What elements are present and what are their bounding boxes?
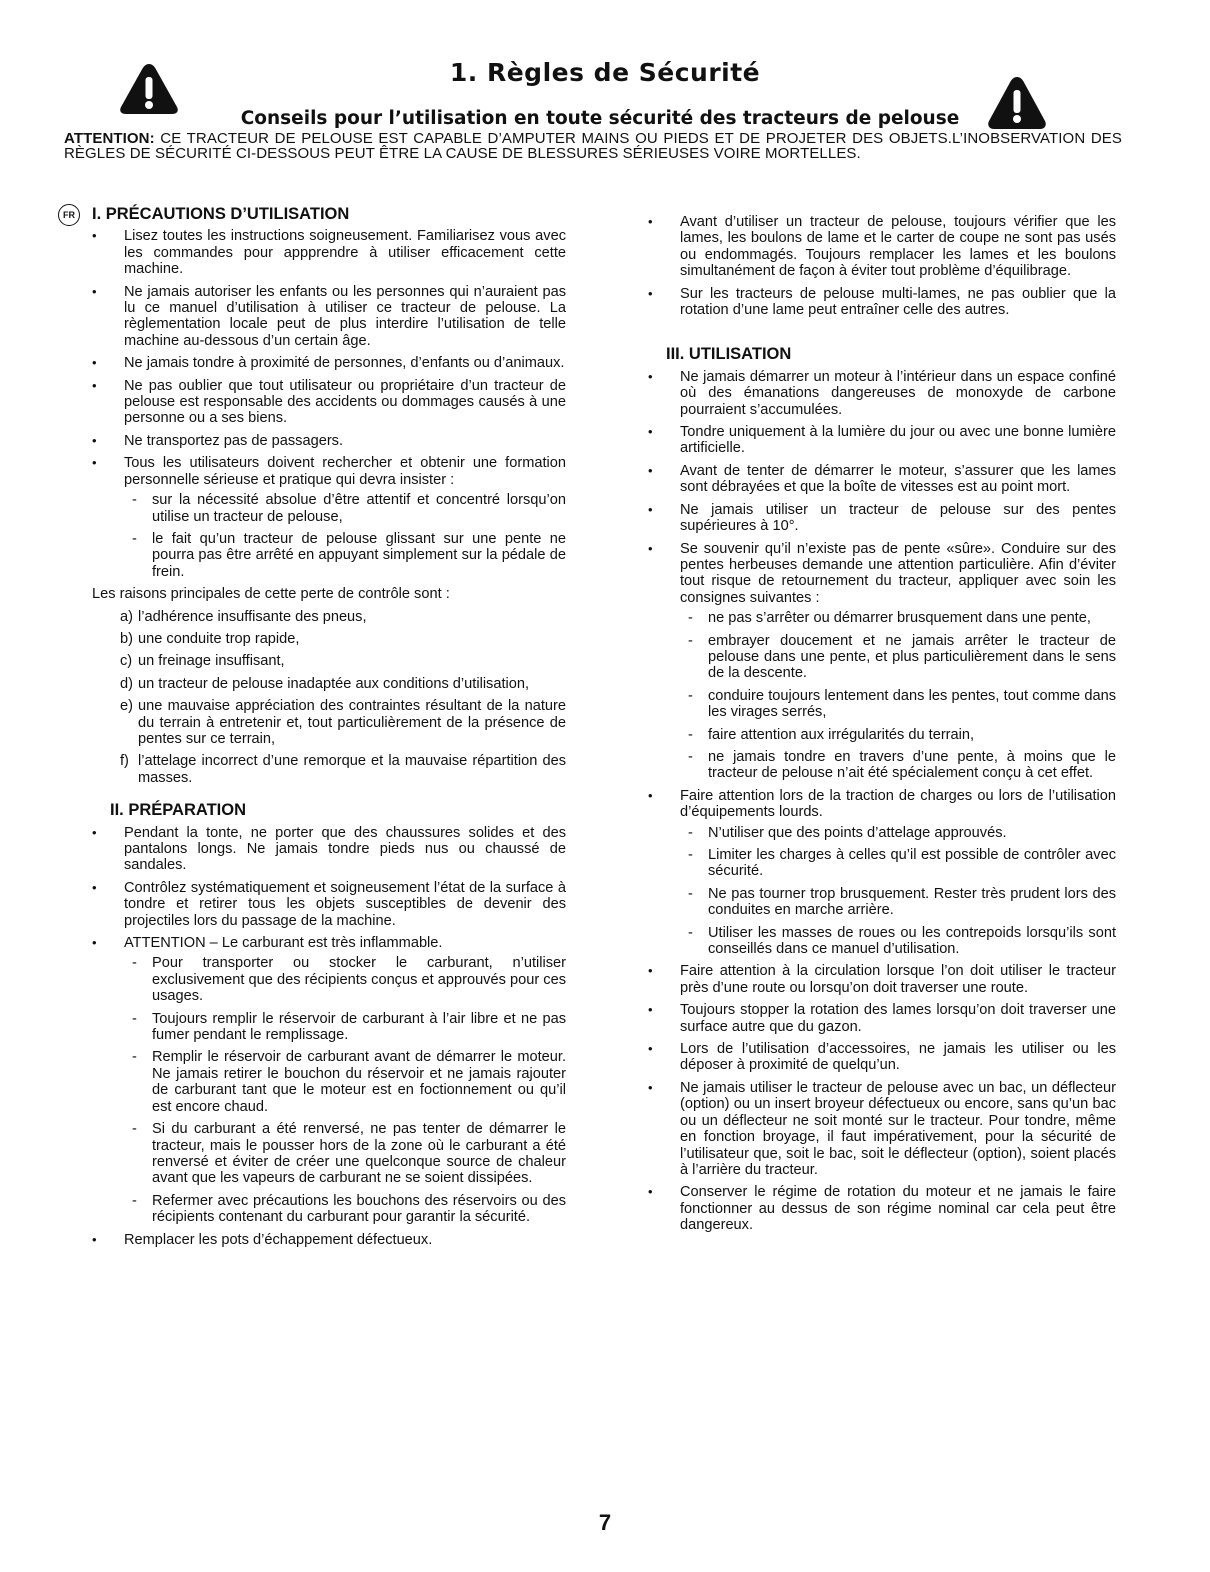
list-item: • Lors de l’utilisation d’accessoires, ne jamais les utiliser ou les déposer à proximité de quelqu’un. [648,1041,1116,1074]
reason-text: une conduite trop rapide, [138,630,300,647]
list-item [648,788,1116,958]
attention-warning [64,131,1122,161]
list-item: • Ne jamais utiliser le tracteur de pelouse avec un bac, un déflecteur (option) ou un insert broyeur défectueux ou encore, sans qu’un bac ou un déflecteur ne soit monté sur le tracteur. Pour tondre, même en fonction broyage, il faut impérativement, pour la sécurité de l’utilisateur que, soit le bac, soit le déflecteur (option), soient placés à l’arrière du tracteur. [648,1080,1116,1178]
bullet-list [92,825,566,1248]
reason-text: un freinage insuffisant, [138,653,285,670]
dash-item: - Toujours remplir le réservoir de carburant à l’air libre et ne pas fumer pendant le remplissage. [124,1011,566,1044]
dash-item: - Pour transporter ou stocker le carburant, n’utiliser exclusivement que des récipients conçus et approuvés pour ces usages. [124,955,566,1004]
dash-item: - ne pas s’arrêter ou démarrer brusquement dans une pente, [680,610,1116,626]
page-title: 1. Règles de Sécurité [449,58,761,87]
dash-item: - conduire toujours lentement dans les pentes, tout comme dans les virages serrés, [680,688,1116,721]
dash-item: - Refermer avec précautions les bouchons des réservoirs ou des récipients contenant du carburant pour garantir la sécurité. [124,1193,566,1226]
dash-item: - faire attention aux irrégularités du terrain, [680,727,1116,743]
dash-item: - embrayer doucement et ne jamais arrêter le tracteur de pelouse dans une pente, et plus particulièrement dans le sens de la descente. [680,633,1116,682]
list-item: • Ne pas oublier que tout utilisateur ou propriétaire d’un tracteur de pelouse est responsable des accidents ou dommages causés à une personne ou a ses biens. [92,378,566,427]
dash-item: - Limiter les charges à celles qu’il est possible de contrôler avec sécurité. [680,847,1116,880]
dash-list [124,492,566,580]
reason-item [120,698,566,747]
dash-item: - Ne pas tourner trop brusquement. Rester très prudent lors des conduites en marche arrière. [680,886,1116,919]
left-column [63,205,566,1254]
bullet-list [648,369,1116,1234]
dash-item: - ne jamais tondre en travers d’une pente, à moins que le tracteur de pelouse n’ait été spécialement conçu à cet effet. [680,749,1116,782]
list-item-text: Faire attention lors de la traction de charges ou lors de l’utilisation d’équipements lourds. [680,787,1116,821]
reason-item [120,609,566,625]
reasons-list [92,609,566,787]
list-item: • Ne jamais utiliser un tracteur de pelouse sur des pentes supérieures à 10°. [648,502,1116,535]
reason-item [120,653,566,669]
list-item [92,935,566,1226]
reason-letter: e) [120,698,133,715]
reason-item [120,676,566,692]
reason-item [120,753,566,786]
dash-item: - N’utiliser que des points d’attelage approuvés. [680,825,1116,841]
list-item: • Avant d’utiliser un tracteur de pelouse, toujours vérifier que les lames, les boulons de lame et le carter de coupe ne sont pas usés ou endommagés. Toujours remplacer les lames et les boulons simultanément de façon à éviter tout problème d’équilibrage. [648,214,1116,280]
section-heading [648,346,1116,362]
list-item: • Ne jamais tondre à proximité de personnes, d’enfants ou d’animaux. [92,355,566,371]
reason-text: un tracteur de pelouse inadaptée aux conditions d’utilisation, [138,675,530,692]
reason-letter: f) [120,753,129,770]
reason-item [120,631,566,647]
list-item: • Tondre uniquement à la lumière du jour ou avec une bonne lumière artificielle. [648,424,1116,457]
dash-list [124,955,566,1225]
section-heading-text: III. UTILISATION [666,345,792,364]
dash-item: - sur la nécessité absolue d’être attentif et concentré lorsqu’on utilise un tracteur de pelouse, [124,492,566,525]
reasons-intro: Les raisons principales de cette perte de contrôle sont : [92,586,450,603]
dash-item: - Utiliser les masses de roues ou les contrepoids lorsqu’ils sont conseillés dans ce manuel d’utilisation. [680,925,1116,958]
list-item-text: ATTENTION – Le carburant est très inflammable. [124,935,443,952]
list-item: • Ne jamais autoriser les enfants ou les personnes qui n’auraient pas lu ce manuel d’utilisation à utiliser ce tracteur de pelouse. La règlementation locale peut de plus interdire l’utilisation de telle machine au-dessous d’un certain âge. [92,284,566,350]
dash-item: - Si du carburant a été renversé, ne pas tenter de démarrer le tracteur, mais le pousser hors de la zone où le carburant a été renversé et éviter de créer une quelconque source de chaleur avant que les vapeurs de carburant ne se soient dissipées. [124,1121,566,1187]
section-heading-text: II. PRÉPARATION [110,801,246,820]
reason-letter: c) [120,653,133,670]
list-item-text: Tous les utilisateurs doivent rechercher et obtenir une formation personnelle sérieuse et pratique qui devra insister : [124,455,566,488]
reason-letter: d) [120,675,133,692]
bullet-list [92,228,566,580]
reason-text: l’attelage incorrect d’une remorque et la mauvaise répartition des masses. [138,753,566,786]
list-item: • Ne jamais démarrer un moteur à l’intérieur dans un espace confiné où des émanations dangereuses de monoxyde de carbone pourraient s’accumulées. [648,369,1116,418]
language-badge: FR [58,204,80,226]
dash-item: - Remplir le réservoir de carburant avant de démarrer le moteur. Ne jamais retirer le bouchon du réservoir et ne jamais rajouter de carburant tant que le moteur est en foctionnement ou qu’il est encore chaud. [124,1049,566,1115]
page-subtitle: Conseils pour l’utilisation en toute sécurité des tracteurs de pelouse [240,108,960,129]
list-item: • Pendant la tonte, ne porter que des chaussures solides et des pantalons longs. Ne jamais tondre pieds nus ou chaussé de sandales. [92,825,566,874]
list-item: • Faire attention à la circulation lorsque l’on doit utiliser le tracteur près d’une route ou lorsqu’on doit traverser une route. [648,963,1116,996]
list-item: • Conserver le régime de rotation du moteur et ne jamais le faire fonctionner au dessus de son régime nominal car cela peut être dangereux. [648,1184,1116,1233]
dash-list [680,825,1116,958]
section-heading-text: I. PRÉCAUTIONS D’UTILISATION [92,205,350,223]
list-item: • Sur les tracteurs de pelouse multi-lames, ne pas oublier que la rotation d’une lame peut entraîner celle des autres. [648,286,1116,319]
list-item: • Contrôlez systématiquement et soigneusement l’état de la surface à tondre et retirer tous les objets susceptibles de devenir des projectiles lors du passage de la machine. [92,880,566,929]
page-number: 7 [598,1510,612,1535]
attention-label: ATTENTION: [64,130,155,147]
list-item: • Ne transportez pas de passagers. [92,433,566,449]
dash-list [680,610,1116,782]
list-item: • Avant de tenter de démarrer le moteur, s’assurer que les lames sont débrayées et que la boîte de vitesses est au point mort. [648,463,1116,496]
list-item: • Remplacer les pots d’échappement défectueux. [92,1232,566,1248]
right-column [648,214,1116,1240]
list-item [648,541,1116,782]
reason-text: une mauvaise appréciation des contraintes résultant de la nature du terrain à entretenir et, tout particulièrement de la présence de pentes sur ce terrain, [138,698,566,747]
reason-letter: b) [120,630,133,647]
dash-item: - le fait qu’un tracteur de pelouse glissant sur une pente ne pourra pas être arrêté en appuyant simplement sur la pédale de frein. [124,531,566,580]
list-item-text: Se souvenir qu’il n’existe pas de pente «sûre». Conduire sur des pentes herbeuses demande une attention particulière. Afin d’éviter tout risque de retournement du tracteur, appliquer avec soin les consignes suivantes : [680,540,1116,606]
list-item: • Lisez toutes les instructions soigneusement. Familiarisez vous avec les commandes pour appprendre à utiliser efficacement cette machine. [92,228,566,277]
list-item [92,455,566,580]
bullet-list [648,214,1116,318]
reason-letter: a) [120,608,133,625]
section-heading [63,205,566,223]
reason-text: l’adhérence insuffisante des pneus, [138,608,367,625]
attention-text: CE TRACTEUR DE PELOUSE EST CAPABLE D’AMPUTER MAINS OU PIEDS ET DE PROJETER DES OBJETS.L’INOBSERVATION DES RÈGLES DE SÉCURITÉ CI-DESSOUS PEUT ÊTRE LA CAUSE DE BLESSURES SÉRIEUSES VOIRE MORTELLES. [64,130,1122,162]
list-item: • Toujours stopper la rotation des lames lorsqu’on doit traverser une surface autre que du gazon. [648,1002,1116,1035]
section-heading [92,802,566,818]
